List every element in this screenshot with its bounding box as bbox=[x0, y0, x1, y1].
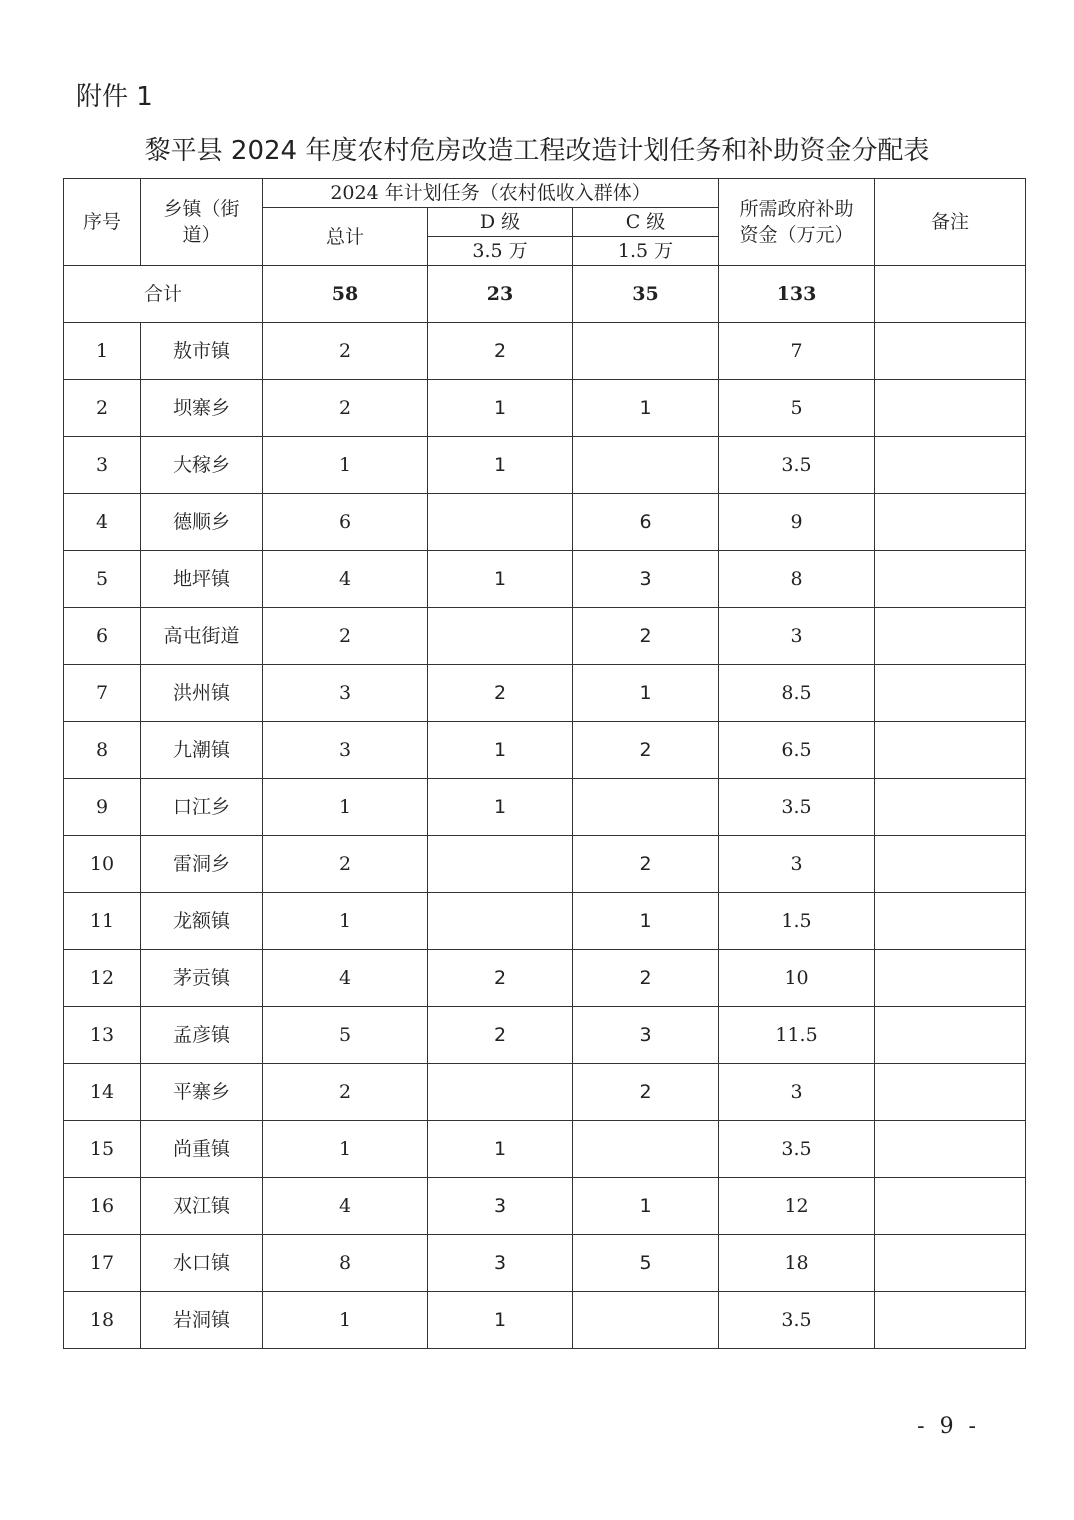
cell-seq: 13 bbox=[64, 1007, 141, 1064]
cell-total: 2 bbox=[263, 380, 428, 437]
cell-total: 3 bbox=[263, 665, 428, 722]
table-row bbox=[64, 836, 1026, 893]
cell-total: 4 bbox=[263, 551, 428, 608]
cell-remark bbox=[875, 1235, 1026, 1292]
table-row bbox=[64, 1064, 1026, 1121]
cell-town: 平寨乡 bbox=[141, 1064, 263, 1121]
cell-town: 尚重镇 bbox=[141, 1121, 263, 1178]
cell-remark bbox=[875, 323, 1026, 380]
cell-funds: 1.5 bbox=[719, 893, 875, 950]
header-c-amount: 1.5 万 bbox=[573, 237, 719, 266]
cell-town: 口江乡 bbox=[141, 779, 263, 836]
header-d-level: D 级 bbox=[428, 208, 573, 237]
cell-seq: 5 bbox=[64, 551, 141, 608]
cell-total: 1 bbox=[263, 437, 428, 494]
table-row bbox=[64, 1292, 1026, 1349]
cell-remark bbox=[875, 380, 1026, 437]
cell-town: 孟彦镇 bbox=[141, 1007, 263, 1064]
cell-d: 1 bbox=[428, 551, 573, 608]
header-town: 乡镇（街道） bbox=[141, 179, 263, 266]
cell-funds: 11.5 bbox=[719, 1007, 875, 1064]
summary-label: 合计 bbox=[64, 266, 263, 323]
table-row bbox=[64, 779, 1026, 836]
cell-total: 2 bbox=[263, 608, 428, 665]
cell-funds: 3.5 bbox=[719, 1121, 875, 1178]
cell-funds: 8.5 bbox=[719, 665, 875, 722]
cell-d: 1 bbox=[428, 779, 573, 836]
table-row bbox=[64, 893, 1026, 950]
cell-town: 龙额镇 bbox=[141, 893, 263, 950]
cell-d: 2 bbox=[428, 665, 573, 722]
table-row bbox=[64, 1121, 1026, 1178]
cell-total: 2 bbox=[263, 1064, 428, 1121]
cell-remark bbox=[875, 1007, 1026, 1064]
cell-remark bbox=[875, 494, 1026, 551]
cell-d bbox=[428, 893, 573, 950]
cell-funds: 8 bbox=[719, 551, 875, 608]
cell-c: 2 bbox=[573, 722, 719, 779]
cell-remark bbox=[875, 779, 1026, 836]
cell-town: 大稼乡 bbox=[141, 437, 263, 494]
header-remarks: 备注 bbox=[875, 179, 1026, 266]
cell-total: 4 bbox=[263, 950, 428, 1007]
cell-seq: 6 bbox=[64, 608, 141, 665]
cell-c: 2 bbox=[573, 1064, 719, 1121]
cell-funds: 3.5 bbox=[719, 437, 875, 494]
cell-town: 双江镇 bbox=[141, 1178, 263, 1235]
cell-c: 1 bbox=[573, 380, 719, 437]
cell-total: 1 bbox=[263, 1292, 428, 1349]
cell-town: 德顺乡 bbox=[141, 494, 263, 551]
table-row bbox=[64, 551, 1026, 608]
cell-total: 1 bbox=[263, 893, 428, 950]
cell-total: 6 bbox=[263, 494, 428, 551]
summary-d: 23 bbox=[428, 266, 573, 323]
cell-total: 4 bbox=[263, 1178, 428, 1235]
cell-d: 1 bbox=[428, 1292, 573, 1349]
cell-seq: 2 bbox=[64, 380, 141, 437]
cell-total: 5 bbox=[263, 1007, 428, 1064]
allocation-table bbox=[63, 178, 1026, 1349]
cell-seq: 17 bbox=[64, 1235, 141, 1292]
cell-remark bbox=[875, 722, 1026, 779]
cell-c bbox=[573, 1292, 719, 1349]
cell-funds: 3 bbox=[719, 1064, 875, 1121]
cell-funds: 6.5 bbox=[719, 722, 875, 779]
cell-c: 1 bbox=[573, 893, 719, 950]
cell-seq: 12 bbox=[64, 950, 141, 1007]
cell-total: 1 bbox=[263, 779, 428, 836]
cell-funds: 12 bbox=[719, 1178, 875, 1235]
table-row bbox=[64, 494, 1026, 551]
cell-town: 岩洞镇 bbox=[141, 1292, 263, 1349]
cell-remark bbox=[875, 1292, 1026, 1349]
cell-town: 高屯街道 bbox=[141, 608, 263, 665]
cell-town: 九潮镇 bbox=[141, 722, 263, 779]
cell-total: 1 bbox=[263, 1121, 428, 1178]
cell-remark bbox=[875, 893, 1026, 950]
cell-remark bbox=[875, 437, 1026, 494]
header-d-amount: 3.5 万 bbox=[428, 237, 573, 266]
cell-c: 3 bbox=[573, 1007, 719, 1064]
cell-c: 2 bbox=[573, 836, 719, 893]
summary-row bbox=[64, 266, 1026, 323]
cell-funds: 9 bbox=[719, 494, 875, 551]
page-number: - 9 - bbox=[917, 1414, 980, 1439]
cell-d: 2 bbox=[428, 950, 573, 1007]
cell-d: 2 bbox=[428, 323, 573, 380]
header-c-level: C 级 bbox=[573, 208, 719, 237]
cell-remark bbox=[875, 1121, 1026, 1178]
cell-d: 2 bbox=[428, 1007, 573, 1064]
cell-seq: 4 bbox=[64, 494, 141, 551]
cell-d bbox=[428, 608, 573, 665]
cell-seq: 1 bbox=[64, 323, 141, 380]
cell-remark bbox=[875, 836, 1026, 893]
cell-c: 5 bbox=[573, 1235, 719, 1292]
cell-c bbox=[573, 1121, 719, 1178]
table-row bbox=[64, 1235, 1026, 1292]
cell-seq: 9 bbox=[64, 779, 141, 836]
cell-d: 1 bbox=[428, 722, 573, 779]
cell-total: 2 bbox=[263, 836, 428, 893]
cell-town: 敖市镇 bbox=[141, 323, 263, 380]
cell-seq: 10 bbox=[64, 836, 141, 893]
cell-c bbox=[573, 323, 719, 380]
cell-d: 3 bbox=[428, 1235, 573, 1292]
cell-town: 雷洞乡 bbox=[141, 836, 263, 893]
attachment-label: 附件 1 bbox=[76, 82, 153, 112]
cell-town: 茅贡镇 bbox=[141, 950, 263, 1007]
table-row bbox=[64, 380, 1026, 437]
cell-d bbox=[428, 836, 573, 893]
summary-funds: 133 bbox=[719, 266, 875, 323]
cell-total: 3 bbox=[263, 722, 428, 779]
cell-seq: 11 bbox=[64, 893, 141, 950]
cell-c: 6 bbox=[573, 494, 719, 551]
table-row bbox=[64, 437, 1026, 494]
cell-seq: 15 bbox=[64, 1121, 141, 1178]
cell-c: 3 bbox=[573, 551, 719, 608]
cell-seq: 16 bbox=[64, 1178, 141, 1235]
cell-c: 1 bbox=[573, 1178, 719, 1235]
header-plan-group: 2024 年计划任务（农村低收入群体） bbox=[263, 179, 719, 208]
summary-total: 58 bbox=[263, 266, 428, 323]
cell-remark bbox=[875, 1064, 1026, 1121]
cell-remark bbox=[875, 950, 1026, 1007]
cell-c bbox=[573, 779, 719, 836]
cell-funds: 3 bbox=[719, 836, 875, 893]
cell-d: 3 bbox=[428, 1178, 573, 1235]
table-row bbox=[64, 608, 1026, 665]
cell-funds: 18 bbox=[719, 1235, 875, 1292]
cell-remark bbox=[875, 1178, 1026, 1235]
summary-c: 35 bbox=[573, 266, 719, 323]
cell-seq: 8 bbox=[64, 722, 141, 779]
table-row bbox=[64, 323, 1026, 380]
table-row bbox=[64, 1178, 1026, 1235]
cell-town: 地坪镇 bbox=[141, 551, 263, 608]
cell-town: 洪州镇 bbox=[141, 665, 263, 722]
cell-c bbox=[573, 437, 719, 494]
table-row bbox=[64, 665, 1026, 722]
cell-remark bbox=[875, 608, 1026, 665]
cell-seq: 18 bbox=[64, 1292, 141, 1349]
cell-funds: 3.5 bbox=[719, 779, 875, 836]
cell-funds: 3 bbox=[719, 608, 875, 665]
cell-funds: 5 bbox=[719, 380, 875, 437]
cell-total: 8 bbox=[263, 1235, 428, 1292]
header-funds: 所需政府补助资金（万元） bbox=[719, 179, 875, 266]
cell-funds: 10 bbox=[719, 950, 875, 1007]
cell-town: 水口镇 bbox=[141, 1235, 263, 1292]
cell-remark bbox=[875, 551, 1026, 608]
cell-total: 2 bbox=[263, 323, 428, 380]
cell-funds: 3.5 bbox=[719, 1292, 875, 1349]
table-row bbox=[64, 722, 1026, 779]
cell-d: 1 bbox=[428, 437, 573, 494]
cell-d bbox=[428, 494, 573, 551]
cell-d: 1 bbox=[428, 1121, 573, 1178]
summary-remark bbox=[875, 266, 1026, 323]
cell-c: 2 bbox=[573, 608, 719, 665]
cell-d bbox=[428, 1064, 573, 1121]
document-title: 黎平县 2024 年度农村危房改造工程改造计划任务和补助资金分配表 bbox=[144, 136, 930, 166]
header-total: 总计 bbox=[263, 208, 428, 266]
cell-d: 1 bbox=[428, 380, 573, 437]
header-seq: 序号 bbox=[64, 179, 141, 266]
cell-c: 2 bbox=[573, 950, 719, 1007]
table-row bbox=[64, 1007, 1026, 1064]
cell-c: 1 bbox=[573, 665, 719, 722]
table-row bbox=[64, 950, 1026, 1007]
cell-seq: 7 bbox=[64, 665, 141, 722]
cell-remark bbox=[875, 665, 1026, 722]
cell-funds: 7 bbox=[719, 323, 875, 380]
cell-seq: 14 bbox=[64, 1064, 141, 1121]
cell-seq: 3 bbox=[64, 437, 141, 494]
cell-town: 坝寨乡 bbox=[141, 380, 263, 437]
